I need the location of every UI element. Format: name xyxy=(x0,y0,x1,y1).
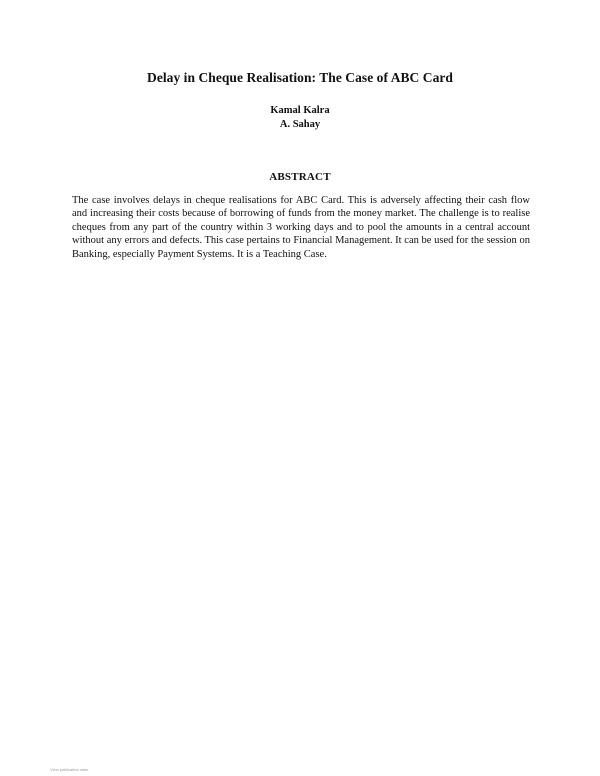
publication-stats-link[interactable]: View publication stats xyxy=(50,767,89,772)
author-name: A. Sahay xyxy=(279,119,321,130)
abstract-heading: ABSTRACT xyxy=(269,171,331,183)
author-list xyxy=(0,104,600,132)
abstract-text: The case involves delays in cheque realisations for ABC Card. This is adversely affecting their cash flow and increasing their costs because of borrowing of funds from the money market. The challenge is to realise cheques from any part of the country within 3 working days and to pool the amounts in a central account without any errors and defects. This case pertains to Financial Management. It can be used for the session on Banking, especially Payment Systems. It is a Teaching Case. xyxy=(72,195,530,260)
paper-title: Delay in Cheque Realisation: The Case of ABC Card xyxy=(147,70,453,85)
author-name: Kamal Kalra xyxy=(270,105,330,116)
